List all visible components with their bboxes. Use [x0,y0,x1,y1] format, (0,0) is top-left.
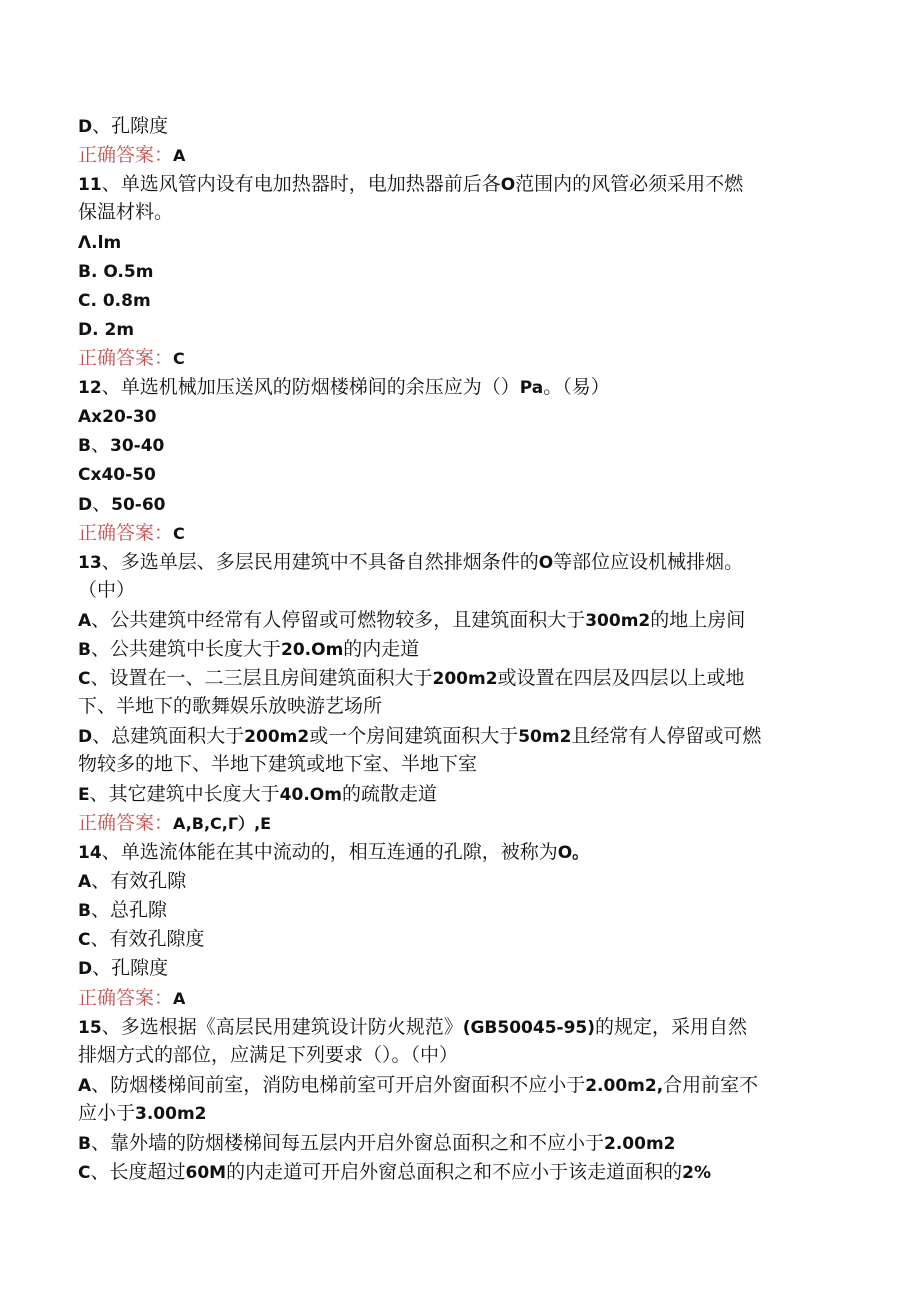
line-text: 应小于 [78,1102,136,1124]
separator: 、 [90,638,110,660]
option-text: 30-40 [109,436,165,456]
line-text: 总建筑面积大于 [111,725,245,747]
question-number: 15 [78,1018,102,1038]
line-text: 公共建筑中长度大于 [109,638,281,660]
text-line [78,1043,838,1067]
line-text: 孔隙度 [111,957,169,979]
option-letter: B [78,640,91,660]
line-text: 单选机械加压送风的防烟楼梯间的余压应为（） [120,376,520,398]
line-text: 或设置在四层及四层以上或地 [497,667,745,689]
text-line [78,694,838,718]
answer-line [78,986,838,1011]
inline-value: 3.00m2 [135,1104,207,1124]
inline-value: O [538,553,554,573]
question-number: 13 [78,553,102,573]
answer-label: 正确答案： [78,144,174,166]
separator: 、 [90,667,110,689]
line-text: 靠外墙的防烟楼梯间每五层内开启外窗总面积之和不应小于 [109,1132,604,1154]
line-text: 等部位应设机械排烟。 [553,551,744,573]
option-text: B. O.5m [78,262,154,282]
separator: 、 [90,1132,110,1154]
inline-value: 200m2 [432,669,498,689]
option-line [78,666,838,691]
line-text: 。（易） [543,376,610,398]
inline-value: O [500,175,516,195]
option-line [78,492,838,517]
question-number: 14 [78,843,102,863]
line-text: 设置在一、二三层且房间建筑面积大于 [109,667,433,689]
line-text: 孔隙度 [111,115,169,137]
option-letter: A [78,1076,92,1096]
inline-value: O。 [557,843,590,863]
answer-value: A [173,146,186,165]
option-line [78,317,838,342]
option-letter: D [78,727,93,747]
line-text: 排烟方式的部位，应满足下列要求（）。（中） [78,1044,459,1066]
separator: 、 [92,493,112,515]
text-line [78,752,838,776]
option-letter: C [78,930,91,950]
separator: 、 [101,551,121,573]
inline-value: (GB50045-95) [462,1018,596,1038]
answer-line [78,143,838,168]
separator: 、 [90,899,110,921]
option-letter: D [78,117,93,137]
inline-value: 40.Om [279,785,342,805]
option-line [78,898,838,923]
option-text: D. 2m [78,320,135,340]
option-line [78,608,838,633]
separator: 、 [101,1016,121,1038]
line-text: 下、半地下的歌舞娱乐放映游艺场所 [78,695,383,717]
question-number: 12 [78,378,102,398]
answer-label: 正确答案： [78,812,174,834]
inline-value: 2% [682,1163,711,1183]
option-letter: B [78,901,91,921]
answer-value: C [173,349,185,368]
text-line [78,1101,838,1126]
line-text: 物较多的地下、半地下建筑或地下室、半地下室 [78,753,478,775]
separator: 、 [90,928,110,950]
text-line [78,578,838,602]
inline-value: 50m2 [518,727,572,747]
line-text: 的规定，采用自然 [595,1016,748,1038]
separator: 、 [92,725,112,747]
line-text: 且经常有人停留或可燃 [571,725,762,747]
inline-value: 60M [185,1163,227,1183]
answer-label: 正确答案： [78,987,174,1009]
question-line [78,375,838,400]
line-text: 范围内的风管必须采用不燃 [515,173,744,195]
option-letter: C [78,669,91,689]
separator: 、 [91,609,111,631]
inline-value: 2.00m2, [585,1076,664,1096]
line-text: 的地上房间 [650,609,746,631]
line-text: 公共建筑中经常有人停留或可燃物较多，且建筑面积大于 [110,609,586,631]
option-text: Λ.lm [78,233,122,253]
inline-value: 300m2 [585,611,651,631]
line-text: 有效孔隙度 [109,928,205,950]
question-line [78,550,838,575]
line-text: 保温材料。 [78,201,174,223]
option-letter: C [78,1163,91,1183]
line-text: 多选根据《高层民用建筑设计防火规范》 [120,1016,463,1038]
option-text: 50-60 [111,495,166,515]
option-letter: B [78,436,91,456]
question-number: 11 [78,175,102,195]
answer-value: A,B,C,Γ）,E [173,814,272,833]
line-text: 单选流体能在其中流动的，相互连通的孔隙，被称为 [120,841,558,863]
separator: 、 [90,1161,110,1183]
line-text: 单选风管内设有电加热器时，电加热器前后各 [120,173,501,195]
option-line [78,869,838,894]
answer-value: C [173,524,185,543]
option-line [78,230,838,255]
option-line [78,259,838,284]
separator: 、 [91,870,111,892]
question-line [78,172,838,197]
answer-line [78,346,838,371]
option-line [78,1160,838,1185]
option-line [78,1131,838,1156]
option-line [78,114,838,139]
line-text: 合用前室不 [663,1074,759,1096]
line-text: （中） [78,579,136,601]
answer-line [78,521,838,546]
answer-label: 正确答案： [78,522,174,544]
option-letter: B [78,1134,91,1154]
line-text: 总孔隙 [109,899,167,921]
separator: 、 [101,376,121,398]
option-line [78,956,838,981]
option-line [78,288,838,313]
option-letter: A [78,872,92,892]
inline-value: 2.00m2 [604,1134,676,1154]
line-text: 其它建筑中长度大于 [108,783,280,805]
separator: 、 [101,173,121,195]
inline-value: 20.Om [281,640,344,660]
separator: 、 [90,434,110,456]
option-line [78,462,838,487]
option-line [78,404,838,429]
option-text: Cx40-50 [78,465,156,485]
separator: 、 [101,841,121,863]
option-line [78,637,838,662]
question-line [78,1015,838,1040]
answer-value: A [173,989,186,1008]
line-text: 防烟楼梯间前室，消防电梯前室可开启外窗面积不应小于 [110,1074,586,1096]
answer-label: 正确答案： [78,347,174,369]
text-line [78,200,838,224]
option-letter: E [78,785,90,805]
inline-value: 200m2 [244,727,310,747]
line-text: 的疏散走道 [341,783,437,805]
line-text: 有效孔隙 [110,870,187,892]
option-line [78,927,838,952]
option-line [78,782,838,807]
line-text: 的内走道可开启外窗总面积之和不应小于该走道面积的 [226,1161,683,1183]
option-text: Ax20-30 [78,407,157,427]
option-line [78,724,838,749]
option-text: C. 0.8m [78,291,151,311]
line-text: 的内走道 [343,638,420,660]
option-letter: A [78,611,92,631]
inline-value: Pa [519,378,544,398]
question-line [78,840,838,865]
separator: 、 [89,783,109,805]
answer-line [78,811,838,836]
line-text: 长度超过 [109,1161,186,1183]
option-line [78,433,838,458]
separator: 、 [92,115,112,137]
option-line [78,1073,838,1098]
line-text: 或一个房间建筑面积大于 [309,725,519,747]
option-letter: D [78,495,93,515]
line-text: 多选单层、多层民用建筑中不具备自然排烟条件的 [120,551,539,573]
separator: 、 [91,1074,111,1096]
option-letter: D [78,959,93,979]
separator: 、 [92,957,112,979]
